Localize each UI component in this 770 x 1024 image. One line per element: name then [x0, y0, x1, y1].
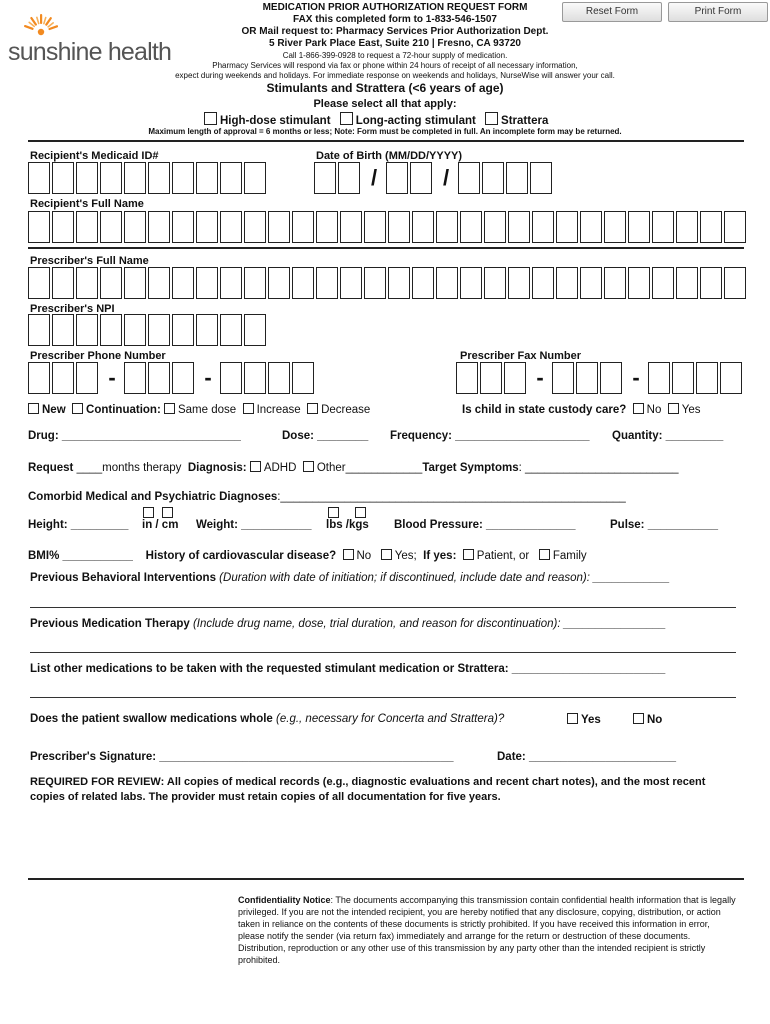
same-dose-label: Same dose — [177, 404, 237, 416]
cv-history-label: History of cardiovascular disease? — [145, 550, 337, 562]
high-dose-checkbox[interactable] — [204, 112, 217, 125]
prescriber-name-boxes[interactable] — [28, 267, 748, 301]
npi-boxes[interactable] — [28, 314, 268, 348]
comorbid-row — [28, 491, 626, 503]
select-options — [204, 112, 548, 127]
months-therapy-field[interactable]: ____months therapy — [76, 462, 182, 474]
recipient-name-boxes[interactable] — [28, 211, 748, 245]
call-instruction: Call 1-866-399-0928 to request a 72-hour supply of medication. — [282, 51, 508, 60]
reset-form-button[interactable]: Reset Form — [562, 2, 662, 22]
weight-unit-label: lbs /kgs — [326, 519, 369, 531]
target-symptoms-label: Target Symptoms — [422, 462, 519, 474]
strattera-checkbox[interactable] — [485, 112, 498, 125]
new-checkbox[interactable] — [28, 403, 39, 414]
bmi-field[interactable]: BMI% ___________ — [28, 550, 133, 562]
adhd-checkbox[interactable] — [250, 461, 261, 472]
diagnosis-label: Diagnosis: — [187, 462, 247, 474]
form-heading: MEDICATION PRIOR AUTHORIZATION REQUEST FORM — [262, 2, 528, 13]
other-meds-line[interactable] — [30, 697, 736, 698]
decrease-label: Decrease — [321, 404, 371, 416]
phone-dash: - — [108, 365, 116, 390]
date-field[interactable]: Date: _______________________ — [497, 751, 677, 763]
pulse-field[interactable]: Pulse: ___________ — [610, 519, 719, 531]
signature-field[interactable]: Prescriber's Signature: ______________________________________________ — [30, 751, 454, 763]
height-unit-label: in / cm — [142, 519, 179, 531]
dose-field[interactable]: Dose: ________ — [282, 430, 369, 442]
fax-dash: - — [536, 365, 544, 390]
behavioral-hint: (Duration with date of initiation; if discontinued, include date and reason): ____________ — [215, 572, 670, 584]
continuation-label: Continuation: — [86, 404, 161, 416]
fax-boxes[interactable] — [456, 362, 744, 396]
behavioral-line[interactable] — [30, 607, 736, 608]
decrease-checkbox[interactable] — [307, 403, 318, 414]
height-field[interactable]: Height: _________ — [28, 519, 129, 531]
prescriber-name-label: Prescriber's Full Name — [30, 255, 149, 267]
swallow-yes-option — [567, 713, 601, 726]
date-slash: / — [442, 165, 450, 190]
patient-checkbox[interactable] — [463, 549, 474, 560]
npi-label: Prescriber's NPI — [30, 303, 115, 315]
mail-instruction: OR Mail request to: Pharmacy Services Prior Authorization Dept. — [241, 26, 549, 37]
notice-label: Confidentiality Notice — [238, 895, 331, 905]
quantity-field[interactable]: Quantity: _________ — [612, 430, 724, 442]
notice-text: : The documents accompanying this transmission contain confidential health information that is legally privileged. If you are not the intended recipient, you are hereby notified that any disclosure, copying, distribution, or action taken in reliance on the contents of these documents is strictly prohibited. If you have received this information in error, please notify the sender (via return fax) immediately and arrange for the return or destruction of these documents. Distribution, reproduction or any other use of this transmission by any party other than the intended recipient is strictly prohibited. — [238, 895, 736, 965]
phone-boxes[interactable] — [28, 362, 316, 396]
weight-field[interactable]: Weight: ___________ — [196, 519, 312, 531]
section-divider — [28, 247, 744, 249]
approval-note: Maximum length of approval = 6 months or less; Note: Form must be completed in full. An incomplete form may be returned. — [148, 127, 622, 136]
custody-question: Is child in state custody care? — [462, 404, 627, 416]
long-acting-checkbox[interactable] — [340, 112, 353, 125]
mail-address: 5 River Park Place East, Suite 210 | Fresno, CA 93720 — [268, 38, 521, 49]
custody-row — [462, 403, 701, 416]
swallow-question: Does the patient swallow medications whole — [30, 713, 273, 725]
bmi-row — [28, 549, 587, 562]
swallow-no-label: No — [647, 714, 663, 726]
other-diagnosis-field[interactable]: Other____________ — [316, 462, 423, 474]
med-therapy-hint: (Include drug name, dose, trial duration, and reason for discontinuation): ________________ — [189, 618, 667, 630]
phone-label: Prescriber Phone Number — [30, 350, 166, 362]
custody-no-checkbox[interactable] — [633, 403, 644, 414]
frequency-field[interactable]: Frequency: _____________________ — [390, 430, 590, 442]
other-meds-field[interactable]: List other medications to be taken with the requested stimulant medication or Strattera: ________________________ — [30, 663, 666, 675]
recipient-name-label: Recipient's Full Name — [30, 198, 144, 210]
med-therapy-row[interactable] — [30, 618, 666, 630]
increase-checkbox[interactable] — [243, 403, 254, 414]
cv-yes-label: Yes; — [394, 550, 417, 562]
phone-dash: - — [204, 365, 212, 390]
fax-instruction: FAX this completed form to 1-833-546-1507 — [293, 14, 497, 25]
dob-boxes[interactable] — [314, 162, 554, 196]
cm-checkbox[interactable] — [162, 507, 173, 518]
family-checkbox[interactable] — [539, 549, 550, 560]
date-slash: / — [370, 165, 378, 190]
medicaid-id-boxes[interactable] — [28, 162, 268, 196]
family-label: Family — [552, 550, 587, 562]
comorbid-field[interactable]: :______________________________________________________ — [277, 491, 626, 503]
swallow-hint: (e.g., necessary for Concerta and Strattera)? — [272, 713, 505, 725]
swallow-row — [30, 713, 504, 725]
med-therapy-label: Previous Medication Therapy — [30, 618, 190, 630]
swallow-no-checkbox[interactable] — [633, 713, 644, 724]
fax-label: Prescriber Fax Number — [460, 350, 582, 362]
custody-yes-label: Yes — [681, 404, 701, 416]
strattera-label: Strattera — [501, 115, 549, 127]
brand-name: sunshine health — [8, 38, 172, 66]
high-dose-label: High-dose stimulant — [220, 115, 331, 127]
new-label: New — [42, 404, 66, 416]
same-dose-checkbox[interactable] — [164, 403, 175, 414]
weekend-note: expect during weekends and holidays. For immediate response on weekends and holidays, NurseWise will answer your call. — [175, 71, 615, 80]
swallow-yes-checkbox[interactable] — [567, 713, 578, 724]
print-form-button[interactable]: Print Form — [668, 2, 768, 22]
comorbid-label: Comorbid Medical and Psychiatric Diagnoses — [28, 491, 278, 503]
behavioral-row[interactable] — [30, 572, 670, 584]
dob-label: Date of Birth (MM/DD/YYYY) — [316, 150, 463, 162]
in-checkbox[interactable] — [143, 507, 154, 518]
lbs-checkbox[interactable] — [328, 507, 339, 518]
blood-pressure-field[interactable]: Blood Pressure: ______________ — [394, 519, 576, 531]
other-checkbox[interactable] — [303, 461, 314, 472]
required-review-note: REQUIRED FOR REVIEW: All copies of medical records (e.g., diagnostic evaluations and recent chart notes), and the most recent copies of related labs. The provider must retain copies of all documentation for five years. — [30, 776, 706, 803]
if-yes-label: If yes: — [423, 550, 457, 562]
response-note: Pharmacy Services will respond via fax or phone within 24 hours of receipt of all necessary information, — [212, 61, 578, 70]
kgs-checkbox[interactable] — [355, 507, 366, 518]
med-therapy-line[interactable] — [30, 652, 736, 653]
behavioral-label: Previous Behavioral Interventions — [30, 572, 216, 584]
medicaid-id-label: Recipient's Medicaid ID# — [30, 150, 159, 162]
form-title: Stimulants and Strattera (<6 years of age) — [266, 81, 504, 95]
cv-yes-checkbox[interactable] — [381, 549, 392, 560]
cv-no-checkbox[interactable] — [343, 549, 354, 560]
cv-no-label: No — [356, 550, 372, 562]
confidentiality-notice — [238, 894, 738, 966]
long-acting-label: Long-acting stimulant — [355, 115, 476, 127]
request-type-row — [28, 403, 370, 416]
fax-dash: - — [632, 365, 640, 390]
footer-divider — [28, 878, 744, 880]
section-divider — [28, 140, 744, 142]
custody-yes-checkbox[interactable] — [668, 403, 679, 414]
sunburst-logo — [24, 12, 58, 38]
target-symptoms-field[interactable]: : ________________________ — [518, 462, 679, 474]
adhd-label: ADHD — [263, 462, 297, 474]
patient-label: Patient, or — [476, 550, 530, 562]
diagnosis-row — [28, 461, 679, 474]
custody-no-label: No — [646, 404, 662, 416]
increase-label: Increase — [256, 404, 301, 416]
select-prompt: Please select all that apply: — [313, 98, 457, 110]
drug-field[interactable]: Drug: ____________________________ — [28, 430, 241, 442]
swallow-no-option — [633, 713, 662, 726]
continuation-checkbox[interactable] — [72, 403, 83, 414]
request-label: Request — [28, 462, 74, 474]
swallow-yes-label: Yes — [581, 714, 601, 726]
